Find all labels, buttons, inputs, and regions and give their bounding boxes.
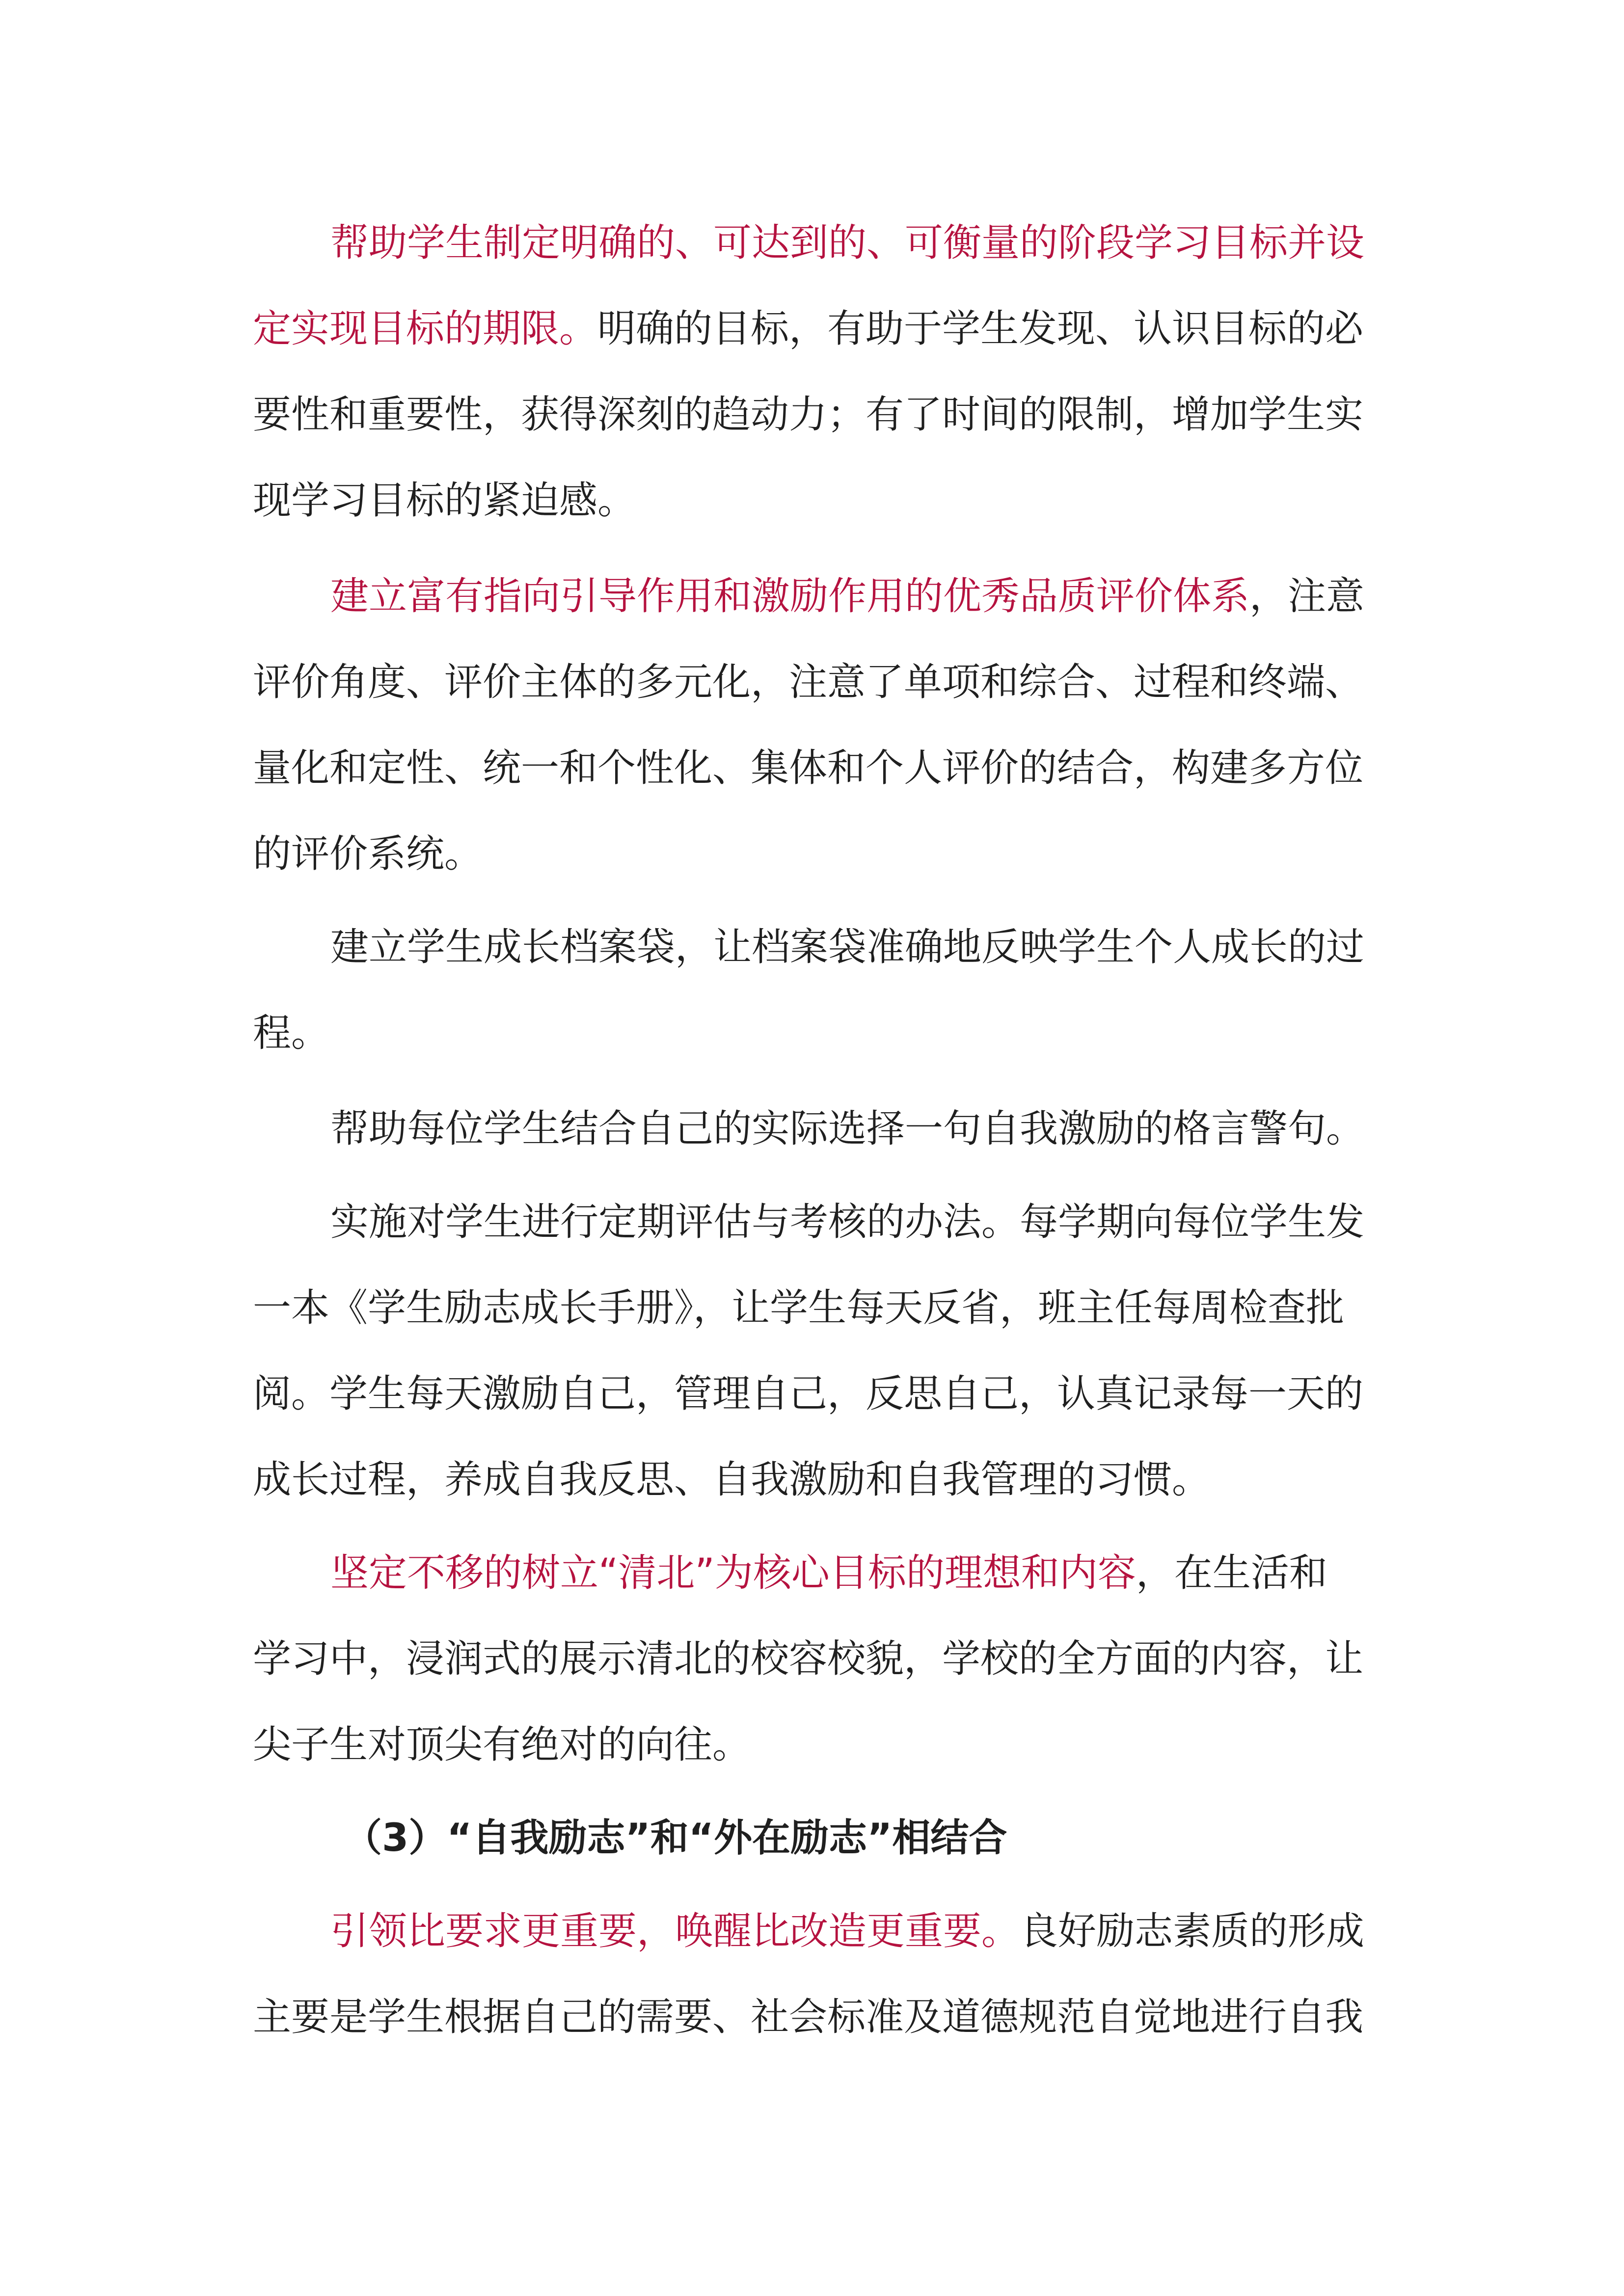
body-text: 要性和重要性，获得深刻的趋动力；有了时间的限制，增加学生实	[253, 393, 1364, 437]
paragraph-3-line-2	[253, 1009, 329, 1058]
paragraph-5-line-2	[253, 1283, 1344, 1333]
body-text: 成长过程，养成自我反思、自我激励和自我管理的习惯。	[253, 1458, 1211, 1502]
paragraph-2-line-2	[253, 658, 1363, 707]
paragraph-6-line-3	[253, 1720, 751, 1769]
paragraph-6-line-2	[253, 1634, 1363, 1683]
paragraph-6-line-1	[330, 1548, 1327, 1598]
paragraph-1-line-2	[253, 304, 1363, 353]
body-text: 建立学生成长档案袋，让档案袋准确地反映学生个人成长的过	[330, 925, 1365, 969]
body-text: 现学习目标的紧迫感。	[253, 479, 636, 523]
body-text: 主要是学生根据自己的需要、社会标准及道德规范自觉地进行自我	[253, 1995, 1364, 2039]
paragraph-4-line-1	[330, 1104, 1364, 1153]
body-text: 帮助每位学生结合自己的实际选择一句自我激励的格言警句。	[330, 1107, 1365, 1151]
body-text: 明确的目标，有助于学生发现、认识目标的必	[597, 307, 1364, 351]
body-text: 量化和定性、统一和个性化、集体和个人评价的结合，构建多方位	[253, 746, 1364, 790]
body-text: 的评价系统。	[253, 832, 483, 876]
body-text: 一本《学生励志成长手册》，让学生每天反省，班主任每周检查批	[253, 1286, 1345, 1330]
paragraph-5-line-1	[330, 1198, 1364, 1247]
highlighted-text: 建立富有指向引导作用和激励作用的优秀品质评价体系	[330, 574, 1250, 618]
body-text: ，注意	[1249, 574, 1365, 618]
paragraph-5-line-4	[253, 1455, 1210, 1504]
paragraph-3-line-1	[330, 923, 1364, 972]
paragraph-2-line-4	[253, 829, 483, 879]
highlighted-text: 坚定不移的树立“清北”为核心目标的理想和内容	[330, 1551, 1136, 1595]
body-text: ，在生活和	[1136, 1551, 1327, 1595]
paragraph-7-line-1	[330, 1907, 1364, 1956]
body-text: 评价角度、评价主体的多元化，注意了单项和综合、过程和终端、	[253, 660, 1364, 704]
body-text: 阅。学生每天激励自己，管理自己，反思自己，认真记录每一天的	[253, 1372, 1364, 1416]
highlighted-text: 引领比要求更重要，唤醒比改造更重要。	[330, 1909, 1020, 1953]
paragraph-2-line-3	[253, 744, 1363, 793]
body-text: 程。	[253, 1011, 330, 1055]
highlighted-text: 帮助学生制定明确的、可达到的、可衡量的阶段学习目标并设	[330, 221, 1365, 265]
paragraph-5-line-3	[253, 1369, 1363, 1418]
body-text: 良好励志素质的形成	[1020, 1909, 1365, 1953]
paragraph-1-line-4	[253, 476, 636, 525]
paragraph-1-line-3	[253, 390, 1363, 439]
paragraph-2-line-1	[330, 572, 1364, 621]
body-text: 尖子生对顶尖有绝对的向往。	[253, 1723, 751, 1767]
section-heading: （3）“自我励志”和“外在励志”相结合	[344, 1816, 1007, 1860]
body-text: 学习中，浸润式的展示清北的校容校貌，学校的全方面的内容，让	[253, 1637, 1364, 1681]
highlighted-text: 定实现目标的期限。	[253, 307, 598, 351]
paragraph-1-line-1	[330, 218, 1364, 267]
paragraph-7-line-2	[253, 1993, 1363, 2042]
body-text: 实施对学生进行定期评估与考核的办法。每学期向每位学生发	[330, 1200, 1365, 1244]
